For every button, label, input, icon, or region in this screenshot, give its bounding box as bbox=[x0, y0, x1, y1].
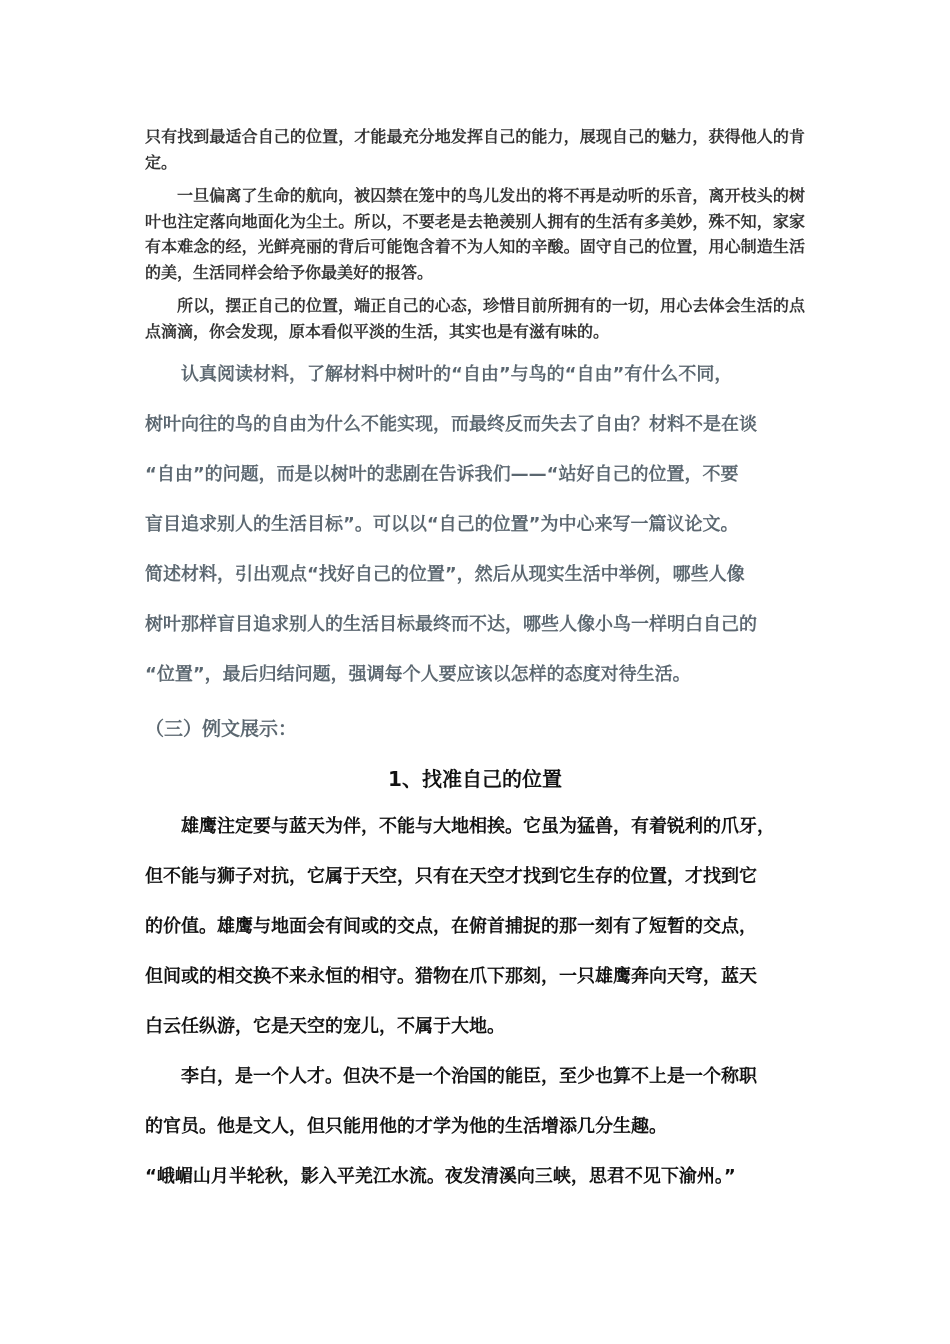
essay-line: 的官员。他是文人，但只能用他的才学为他的生活增添几分生趣。 bbox=[145, 1116, 667, 1137]
essay-body bbox=[145, 802, 805, 1202]
guidance-line: 盲目追求别人的生活目标”。可以以“自己的位置”为中心来写一篇议论文。 bbox=[145, 514, 739, 535]
guidance-line: “位置”，最后归结问题，强调每个人要应该以怎样的态度对待生活。 bbox=[145, 664, 691, 685]
essay-line: 的价值。雄鹰与地面会有间或的交点，在俯首捕捉的那一刻有了短暂的交点， bbox=[145, 916, 757, 937]
guidance-line: 认真阅读材料，了解材料中树叶的“自由”与鸟的“自由”有什么不同， bbox=[181, 364, 733, 385]
document-page bbox=[145, 0, 805, 1202]
essay-quote: “峨嵋山月半轮秋，影入平羌江水流。夜发清溪向三峡，思君不见下渝州。” bbox=[145, 1166, 736, 1187]
essay-line: 但不能与狮子对抗，它属于天空，只有在天空才找到它生存的位置，才找到它 bbox=[145, 866, 757, 887]
intro-paragraph-1: 只有找到最适合自己的位置，才能最充分地发挥自己的能力，展现自己的魅力，获得他人的肯定。 bbox=[145, 127, 805, 172]
intro-paragraph-3: 所以，摆正自己的位置，端正自己的心态，珍惜目前所拥有的一切，用心去体会生活的点点滴滴，你会发现，原本看似平淡的生活，其实也是有滋有味的。 bbox=[145, 296, 805, 341]
essay-line: 但间或的相交换不来永恒的相守。猎物在爪下那刻，一只雄鹰奔向天穹，蓝天 bbox=[145, 966, 757, 987]
guidance-line: 树叶那样盲目追求别人的生活目标最终而不达，哪些人像小鸟一样明白自己的 bbox=[145, 614, 757, 635]
essay-line: 李白，是一个人才。但决不是一个治国的能臣，至少也算不上是一个称职 bbox=[181, 1066, 757, 1087]
essay-title: 1、找准自己的位置 bbox=[388, 767, 562, 791]
guidance-block bbox=[145, 350, 805, 700]
intro-block bbox=[145, 124, 805, 344]
guidance-line: “自由”的问题，而是以树叶的悲剧在告诉我们——“站好自己的位置，不要 bbox=[145, 464, 739, 485]
guidance-line: 简述材料，引出观点“找好自己的位置”，然后从现实生活中举例，哪些人像 bbox=[145, 564, 745, 585]
essay-line: 雄鹰注定要与蓝天为伴，不能与大地相挨。它虽为猛兽，有着锐利的爪牙， bbox=[181, 816, 775, 837]
section-heading: （三）例文展示： bbox=[145, 718, 298, 740]
guidance-line: 树叶向往的鸟的自由为什么不能实现，而最终反而失去了自由？材料不是在谈 bbox=[145, 414, 757, 435]
intro-paragraph-2: 一旦偏离了生命的航向，被囚禁在笼中的鸟儿发出的将不再是动听的乐音，离开枝头的树叶也注定落向地面化为尘土。所以，不要老是去艳羡别人拥有的生活有多美妙，殊不知，家家有本难念的经，光鲜亮丽的背后可能饱含着不为人知的辛酸。固守自己的位置，用心制造生活的美，生活同样会给予你最美好的报答。 bbox=[145, 186, 805, 282]
essay-line: 白云任纵游，它是天空的宠儿，不属于大地。 bbox=[145, 1016, 505, 1037]
